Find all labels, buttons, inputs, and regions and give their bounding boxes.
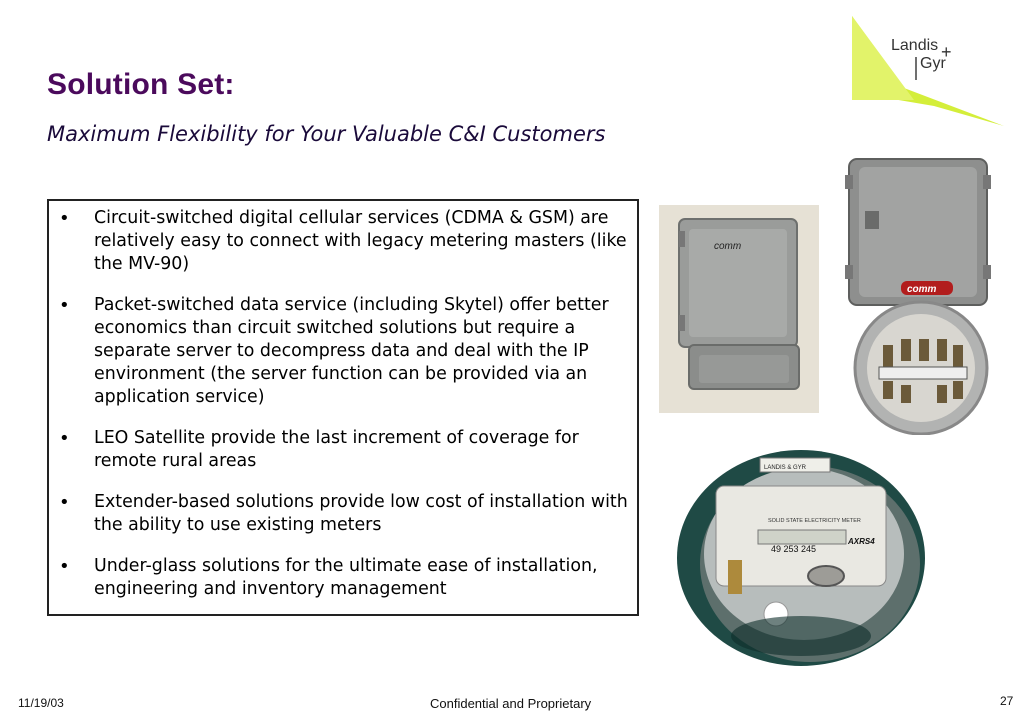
meter3-number-text: 49 253 245 bbox=[771, 544, 817, 554]
bullet-text: Extender-based solutions provide low cost of installation with the ability to use existing meters bbox=[94, 492, 628, 535]
logo-text-gyr: Gyr bbox=[920, 55, 946, 72]
under-glass-meter-photo bbox=[676, 436, 926, 668]
meter2-brand-text: comm bbox=[907, 284, 937, 295]
meter3-model-text: AXRS4 bbox=[848, 537, 875, 546]
bullet-icon: • bbox=[59, 428, 70, 449]
bullet-list bbox=[48, 207, 636, 619]
meter1-brand-text: comm bbox=[714, 241, 742, 252]
bullet-text: Packet-switched data service (including Skytel) offer better economics than circuit switched solutions but require a separate server to decompress data and deal with the IP environment (the server function can be provided via an application service) bbox=[94, 295, 609, 407]
bullet-icon: • bbox=[59, 556, 70, 577]
bullet-item bbox=[48, 491, 636, 537]
bullet-item bbox=[48, 427, 636, 473]
logo-text-landis: Landis bbox=[891, 37, 939, 54]
meter3-caption-text: SOLID STATE ELECTRICITY METER bbox=[768, 518, 861, 524]
bullet-item bbox=[48, 555, 636, 601]
meter-socket-photo bbox=[843, 155, 995, 435]
bullet-icon: • bbox=[59, 295, 70, 316]
bullet-text: LEO Satellite provide the last increment of coverage for remote rural areas bbox=[94, 428, 579, 471]
logo-text-plus: + bbox=[941, 42, 952, 62]
bullet-icon: • bbox=[59, 208, 70, 229]
meter-enclosure-photo bbox=[659, 205, 819, 413]
slide-subtitle: Maximum Flexibility for Your Valuable C&I Customers bbox=[47, 122, 606, 146]
meter3-brand-text: LANDIS & GYR bbox=[764, 465, 807, 471]
slide-title: Solution Set: bbox=[47, 68, 235, 101]
footer-confidential: Confidential and Proprietary bbox=[430, 696, 592, 711]
footer-page-number: 27 bbox=[1000, 694, 1014, 708]
bullet-item bbox=[48, 207, 636, 276]
bullet-icon: • bbox=[59, 492, 70, 513]
bullet-item bbox=[48, 294, 636, 409]
landis-gyr-logo bbox=[844, 0, 1024, 140]
bullet-text: Circuit-switched digital cellular services (CDMA & GSM) are relatively easy to connect with legacy metering masters (like the MV-90) bbox=[94, 208, 627, 274]
footer-date: 11/19/03 bbox=[18, 696, 64, 710]
bullet-text: Under-glass solutions for the ultimate ease of installation, engineering and inventory management bbox=[94, 556, 598, 599]
